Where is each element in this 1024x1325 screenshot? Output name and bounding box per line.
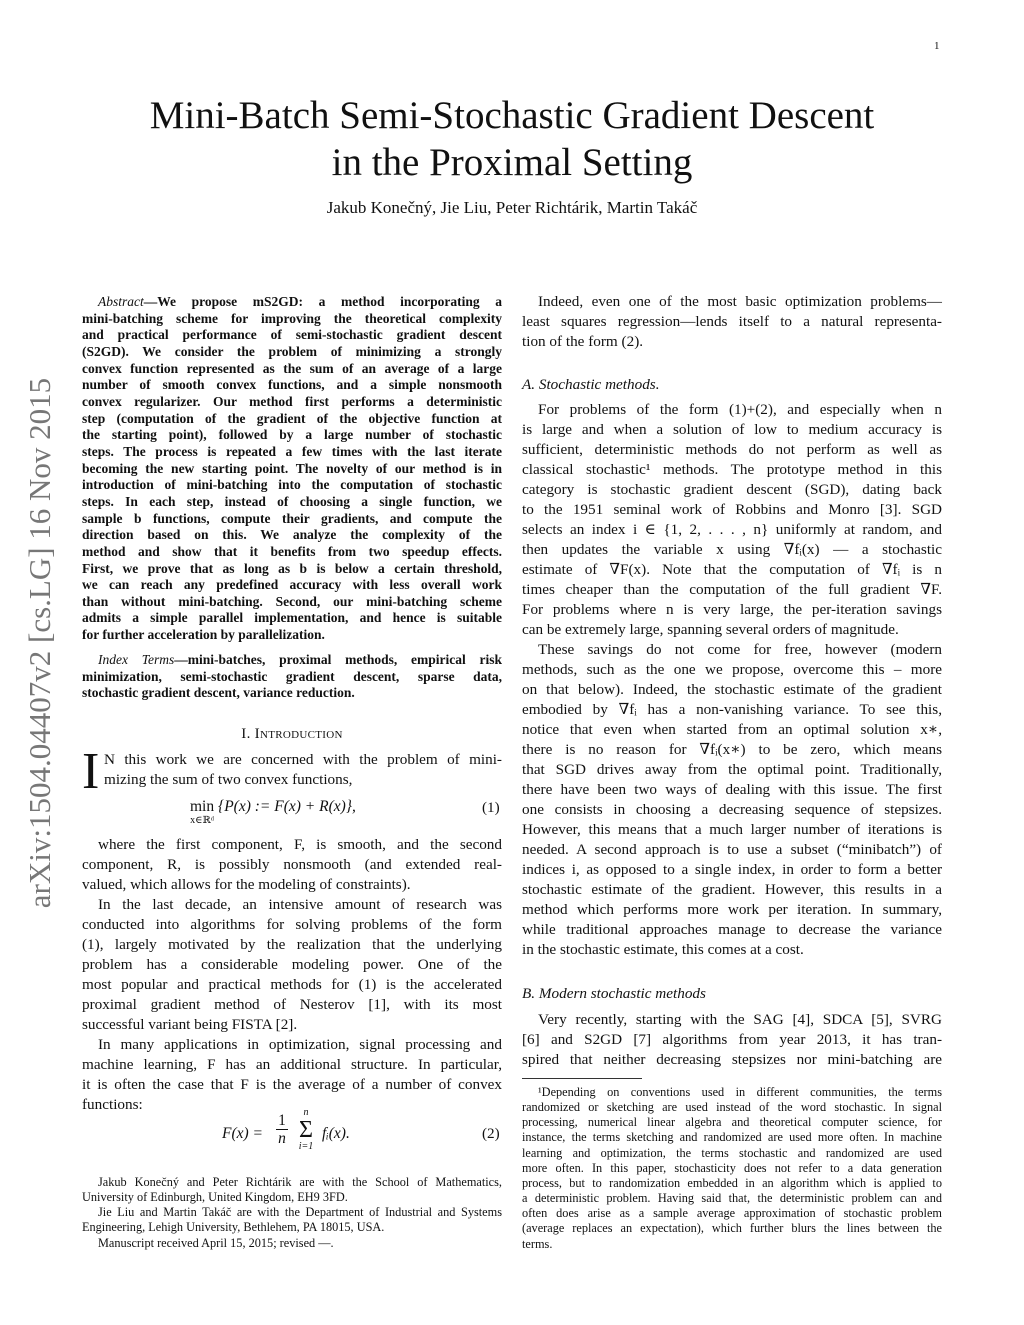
eq2-lhs: F(x) = [222,1125,264,1142]
text-line: on that below). Indeed, the stochastic estimate of the gradient [522,681,942,698]
arxiv-stamp: arXiv:1504.04407v2 [cs.LG] 16 Nov 2015 [22,377,57,909]
text-line: most popular and practical methods for (1) is the accelerated [82,976,502,993]
text-line: sufficient, deterministic methods do not perform as well as [522,441,942,458]
text-line: component, R, is possibly nonsmooth (and extended real- [82,856,502,873]
paragraph [522,1010,942,1070]
footnote-1 [522,1085,942,1252]
text-line: while traditional approaches manage to decrease the variance [522,921,942,938]
text-line: [6] and S2GD [7] algorithms from year 2013, it has tran- [522,1031,942,1048]
text-line: However, this means that a much larger number of iterations is [522,821,942,838]
text-line: stochastic estimate of the gradient. However, this results in a [522,881,942,898]
text-line: that SGD drives away from the optimal point. Traditionally, [522,761,942,778]
text-line: more often. In this paper, stochasticity does not refer to a data generation [522,1160,942,1175]
eq2-number: (2) [482,1125,500,1142]
text-line: Engineering, Lehigh University, Bethlehem, PA 18015, USA. [82,1220,385,1235]
paragraph [82,669,502,702]
text-line: introduction of mini-batching into the computation of stochastic [82,477,502,493]
subsection-heading-a: A. Stochastic methods. [522,376,660,393]
paper-title [0,92,1024,186]
paragraph [82,1035,502,1115]
text-line: mini-batching scheme for improving the theoretical complexity [82,310,502,326]
intro-opening [104,750,502,790]
text-line: notice that even when started from an optimal solution x∗, [522,721,942,738]
text-line: convex function represented as the sum of an average of a large [82,360,502,376]
footnote-rule [522,1078,642,1079]
text-line: learning and optimization, the terms stochastic and randomized are used [522,1145,942,1160]
section-b-text [522,1010,942,1070]
text-line: times cheaper than the computation of the full gradient ∇F. [522,581,942,598]
text-line: needed. A second approach is to use a subset (“minibatch”) of [522,841,942,858]
text-line: functions: [82,1096,143,1113]
text-line: steps. In each step, instead of choosing a single function, we [82,493,502,509]
eq2-sum-top: n [303,1107,309,1118]
text-line: the starting point), followed by a large number of stochastic [82,427,502,443]
text-line: in the stochastic estimate, this comes at a cost. [522,941,804,958]
text-line: least squares regression—lends itself to a natural representa- [522,313,942,330]
text-line: tion of the form (2). [522,333,644,350]
text-line: mizing the sum of two convex functions, [104,771,353,788]
text-line: (1), largely motivated by the realization that the underlying [82,936,502,953]
text-line: direction based on this. We analyze the complexity of the [82,527,502,543]
text-line: where the first component, F, is smooth, and the second [98,836,502,853]
text-line: Indeed, even one of the most basic optimization problems— [538,293,942,310]
text-line: stochastic gradient descent, variance reduction. [82,685,355,701]
text-line: it is often the case that F is the average of a number of convex [82,1076,502,1093]
text-line: method which performs more work per iteration. In summary, [522,901,942,918]
text-line: (average replaces an expectation), which further blurs the lines between the [522,1221,942,1236]
text-line: Very recently, starting with the SAG [4], SDCA [5], SVRG [538,1011,942,1028]
text-line: University of Edinburgh, United Kingdom, EH9 3FD. [82,1190,348,1205]
text-line: These savings do not come for free, however (modern [538,641,942,658]
eq1-number: (1) [482,799,500,816]
text-line: For problems of the form (1)+(2), and especially when n [538,401,942,418]
text-line: instance, the terms sketching and randomized are used more often. In machine [522,1130,942,1145]
eq2-denominator: n [278,1130,286,1147]
eq1-operator: min [190,798,215,815]
affiliation-footnote [82,1175,502,1251]
text-line: admits a simple parallel implementation, and hence is suitable [82,610,502,626]
text-line: category is stochastic gradient descent (SGD), dating back [522,481,942,498]
text-line: selects an index i ∈ {1, 2, . . . , n} uniformly at random, and [522,521,942,538]
index-terms [82,652,502,702]
paragraph [82,311,502,644]
abstract [82,294,502,644]
text-line: indices i, as opposed to a single index, in order to form a better [522,861,942,878]
text-line: valued, which allows for the modeling of constraints). [82,876,411,893]
index-terms-label: Index Terms [98,652,175,667]
paragraph [82,1205,502,1235]
text-line: conducted into algorithms for solving problems of the form [82,916,502,933]
paragraph [82,1175,502,1205]
eq1-subscript: x∈ℝᵈ [190,815,214,826]
text-line: N this work we are concerned with the problem of mini- [104,751,502,768]
text-line: problem has a considerable modeling power. One of the [82,956,502,973]
paragraph [82,835,502,895]
text-line: can be extremely large, spanning several orders of magnitude. [522,621,899,638]
index-terms-text: —mini-batches, proximal methods, empirical risk [174,652,502,667]
text-line: is large and when a solution of low to medium accuracy is [522,421,942,438]
paragraph [82,1236,502,1251]
text-line: ¹Depending on conventions used in different communities, the terms [538,1085,942,1099]
subsection-heading-b: B. Modern stochastic methods [522,985,706,1002]
text-line: convex regularizer. Our method first performs a deterministic [82,393,502,409]
text-line: there is no reason for ∇fᵢ(x∗) to be zero, which means [522,741,942,758]
text-line: In many applications in optimization, signal processing and [98,1036,502,1053]
text-line: then updates the variable x using ∇fᵢ(x) — a stochastic [522,541,942,558]
text-line: we can reach any predefined accuracy with less overall work [82,577,502,593]
text-line: successful variant being FISTA [2]. [82,1016,298,1033]
page-number: 1 [934,40,940,52]
text-line: embodied by ∇fᵢ has a non-vanishing variance. To see this, [522,701,942,718]
text-line: estimate of ∇F(x). Note that the computation of ∇fᵢ is n [522,561,942,578]
text-line: terms. [522,1236,553,1251]
text-line: a deterministic problem. Having said that, the deterministic problem can and [522,1191,942,1206]
equation-1 [190,798,356,834]
text-line: In the last decade, an intensive amount of research was [98,896,502,913]
text-line: For problems where n is very large, the per-iteration savings [522,601,942,618]
text-line: method and show that it benefits from two speedup effects. [82,543,502,559]
text-line: spired that neither decreasing stepsizes nor mini-batching are [522,1051,942,1068]
text-line: machine learning, F has an additional structure. In particular, [82,1056,502,1073]
text-line: methods, such as the one we propose, overcome this – more [522,661,942,678]
eq2-sum: Σ [299,1117,313,1143]
text-line: number of smooth convex functions, and a simple nonsmooth [82,377,502,393]
right-intro [522,292,942,352]
paragraph [82,895,502,1035]
eq2-numerator: 1 [276,1112,288,1130]
paragraph [522,640,942,960]
eq2-body: fᵢ(x). [322,1125,350,1142]
text-line: becoming the new starting point. The novelty of our method is in [82,460,502,476]
text-line: to the 1951 seminal work of Robbins and Monro [3]. SGD [522,501,942,518]
text-line: (S2GD). We consider the problem of minimizing a strongly [82,343,502,359]
abstract-text: —We propose mS2GD: a method incorporating a [143,294,502,309]
paragraph [522,400,942,640]
title-line: Mini-Batch Semi-Stochastic Gradient Descent [149,94,875,137]
section-a-text [522,400,942,960]
text-line: there have been two ways of dealing with this issue. The first [522,781,942,798]
paragraph [104,750,502,790]
abstract-first-line [82,294,502,311]
drop-cap: I [82,743,100,800]
text-line: for further acceleration by parallelization. [82,627,325,643]
text-line: step (computation of the gradient of the objective function at [82,410,502,426]
text-line: First, we prove that as long as b is below a certain threshold, [82,560,502,576]
abstract-label: Abstract [98,294,144,309]
text-line: minimization, semi-stochastic gradient descent, sparse data, [82,668,502,684]
text-line: than without mini-batching. Second, our mini-batching scheme [82,593,502,609]
eq1-body: {P(x) := F(x) + R(x)}, [218,798,356,815]
paragraph [522,1085,942,1252]
text-line: steps. The process is repeated a few times with the last iterate [82,443,502,459]
text-line: often does arise as a sample average approximation of stochastic problem [522,1206,942,1221]
text-line: sample b functions, compute their gradients, and compute the [82,510,502,526]
index-terms-first-line [82,652,502,669]
eq2-sum-bottom: i=1 [298,1141,314,1152]
title-line: in the Proximal Setting [331,141,693,184]
text-line: Manuscript received April 15, 2015; revised —. [98,1235,334,1250]
authors: Jakub Konečný, Jie Liu, Peter Richtárik, Martin Takáč [326,198,698,217]
intro-paragraphs [82,835,502,1115]
text-line: one consists in choosing a decreasing sequence of stepsizes. [522,801,942,818]
text-line: and practical performance of semi-stochastic gradient descent [82,327,502,343]
text-line: process, but to randomization embedded in an algorithm which is applied to [522,1175,942,1190]
text-line: classical stochastic¹ methods. The prototype method in this [522,461,942,478]
text-line: proximal gradient method of Nesterov [1], with its most [82,996,502,1013]
text-line: randomized or sketching are used instead of the word stochastic. In signal [522,1100,942,1115]
section-heading-introduction: I. Introduction [241,726,343,742]
text-line: Jakub Konečný and Peter Richtárik are with the School of Mathematics, [98,1175,502,1189]
paragraph [522,292,942,352]
text-line: Jie Liu and Martin Takáč are with the Department of Industrial and Systems [98,1205,502,1220]
text-line: processing, numerical linear algebra and theoretical computer science, for [522,1115,942,1130]
